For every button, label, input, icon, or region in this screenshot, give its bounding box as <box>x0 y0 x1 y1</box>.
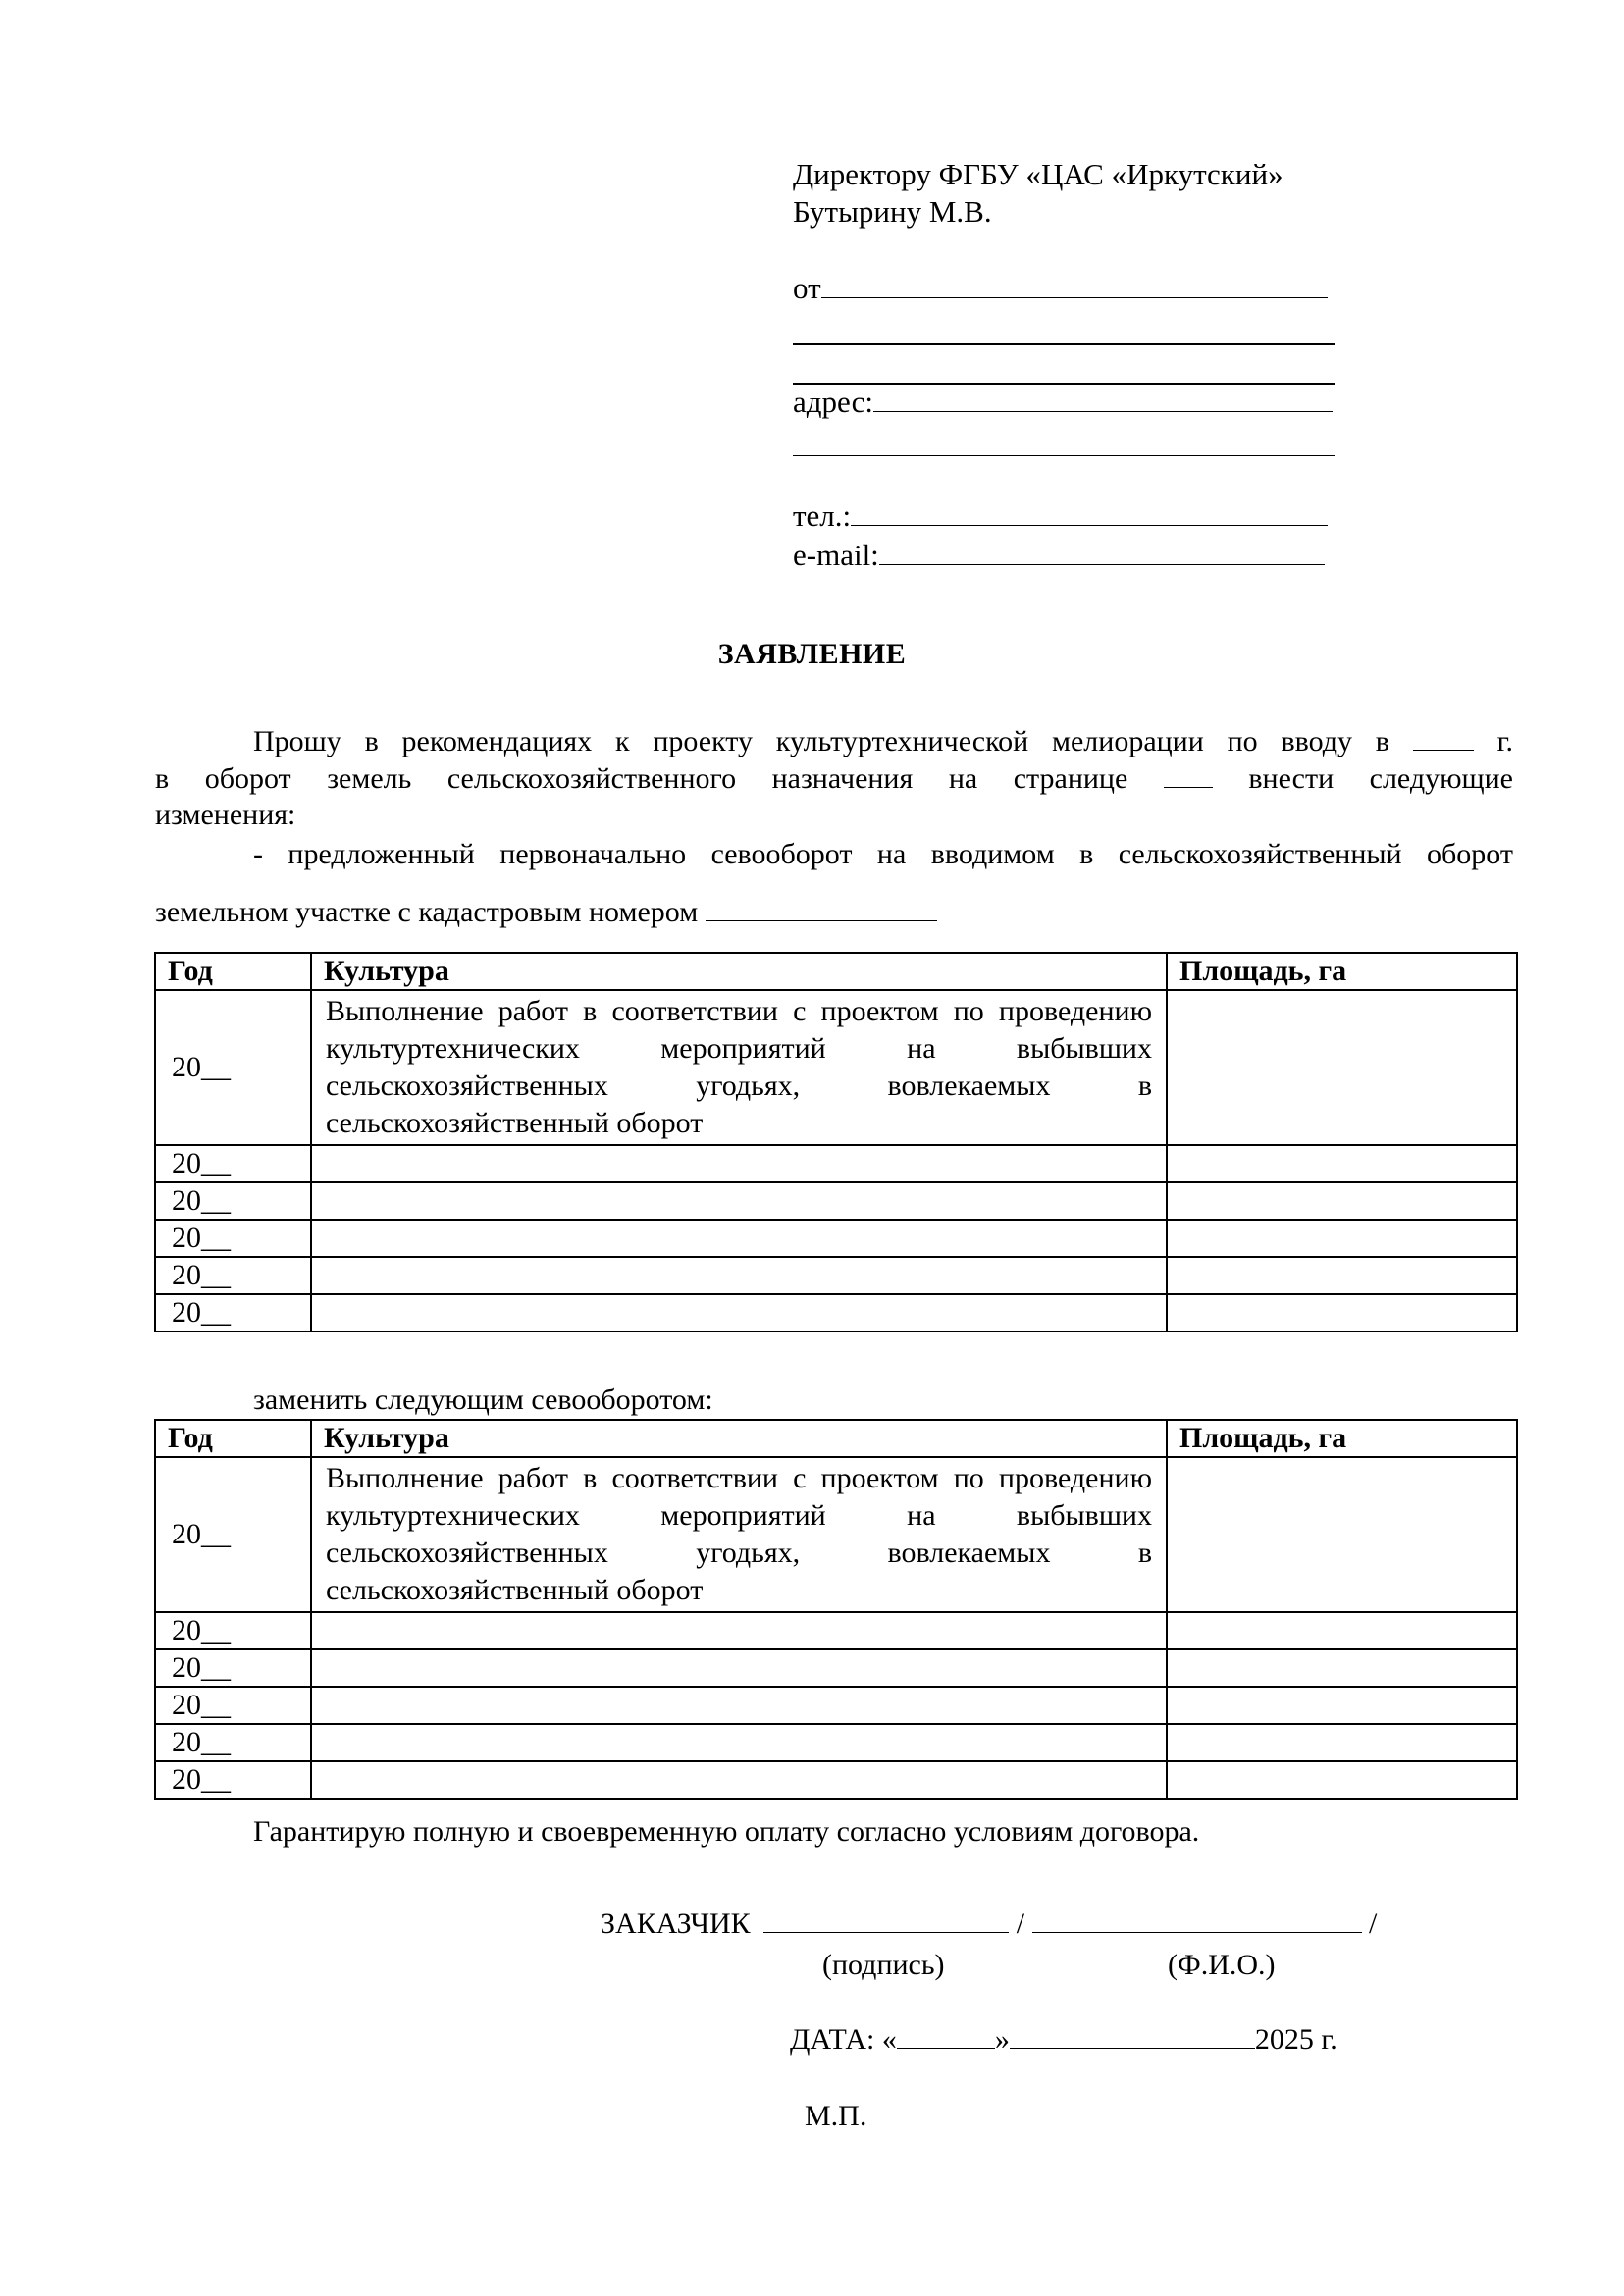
date-row <box>790 2023 1337 2057</box>
table-row <box>155 1145 1517 1182</box>
area-cell[interactable] <box>1167 1761 1517 1799</box>
area-cell[interactable] <box>1167 1687 1517 1724</box>
signature-row <box>601 1907 1377 1941</box>
year-cell[interactable]: 20__ <box>155 1612 311 1649</box>
table-row <box>155 1220 1517 1257</box>
area-cell[interactable] <box>1167 1294 1517 1331</box>
area-cell[interactable] <box>1167 1182 1517 1220</box>
year-cell[interactable]: 20__ <box>155 1182 311 1220</box>
culture-cell[interactable] <box>311 1145 1167 1182</box>
col-culture-header: Культура <box>311 1420 1167 1457</box>
address-field <box>793 385 1333 420</box>
from-input-line-2[interactable] <box>793 343 1335 345</box>
table-row <box>155 1457 1517 1612</box>
body-line-4-text: - предложенный первоначально севооборот на вводимом в сельскохозяйственный оборот <box>253 838 1513 870</box>
culture-cell[interactable] <box>311 1612 1167 1649</box>
year-suffix: г. <box>1496 725 1514 757</box>
phone-field <box>793 498 1328 534</box>
year-cell[interactable]: 20__ <box>155 1687 311 1724</box>
area-cell[interactable] <box>1167 1457 1517 1612</box>
culture-cell[interactable]: Выполнение работ в соответствии с проектом по проведению культуртехнических мероприятий на выбывших сельскохозяйственных угодьях, вовлекаемых в сельскохозяйственный оборот <box>311 1457 1167 1612</box>
date-open-quote: « <box>881 2023 897 2056</box>
area-cell[interactable] <box>1167 1145 1517 1182</box>
body-line-2 <box>155 761 1513 797</box>
customer-label: ЗАКАЗЧИК <box>601 1907 751 1940</box>
year-cell[interactable]: 20__ <box>155 1257 311 1294</box>
addressee-line-1: Директору ФГБУ «ЦАС «Иркутский» <box>793 157 1283 191</box>
culture-cell[interactable] <box>311 1294 1167 1331</box>
table-row <box>155 1257 1517 1294</box>
culture-cell[interactable] <box>311 1182 1167 1220</box>
col-culture-header: Культура <box>311 953 1167 990</box>
body-line-1 <box>155 724 1513 759</box>
date-year: 2025 г. <box>1254 2023 1337 2056</box>
stamp-label: М.П. <box>805 2100 867 2132</box>
culture-cell[interactable] <box>311 1257 1167 1294</box>
phone-input-line[interactable] <box>851 499 1328 526</box>
table-row <box>155 1612 1517 1649</box>
email-field <box>793 538 1325 573</box>
culture-cell[interactable] <box>311 1687 1167 1724</box>
table-row <box>155 1649 1517 1687</box>
replace-label: заменить следующим севооборотом: <box>253 1383 713 1416</box>
email-label: e-mail: <box>793 538 879 572</box>
year-cell[interactable]: 20__ <box>155 990 311 1145</box>
email-input-line[interactable] <box>879 539 1325 565</box>
fio-caption: (Ф.И.О.) <box>1168 1949 1276 1981</box>
crop-rotation-table-new <box>154 1419 1518 1800</box>
address-input-line[interactable] <box>873 386 1333 412</box>
guarantee-text: Гарантирую полную и своевременную оплату согласно условиям договора. <box>253 1815 1200 1848</box>
cadastral-number-blank[interactable] <box>706 897 937 921</box>
area-cell[interactable] <box>1167 1612 1517 1649</box>
from-field <box>793 271 1328 306</box>
year-cell[interactable]: 20__ <box>155 1724 311 1761</box>
from-input-line[interactable] <box>821 272 1328 298</box>
cadastral-label: земельном участке с кадастровым номером <box>155 896 699 928</box>
col-year-header: Год <box>155 953 311 990</box>
area-cell[interactable] <box>1167 1220 1517 1257</box>
table-row <box>155 1182 1517 1220</box>
col-year-header: Год <box>155 1420 311 1457</box>
area-cell[interactable] <box>1167 1257 1517 1294</box>
table-row <box>155 1294 1517 1331</box>
culture-cell[interactable] <box>311 1761 1167 1799</box>
phone-label: тел.: <box>793 498 852 533</box>
page-number-blank[interactable] <box>1164 763 1213 788</box>
body-line-2-text-a: в оборот земель сельскохозяйственного назначения на странице <box>155 762 1128 795</box>
address-label: адрес: <box>793 385 873 419</box>
date-label: ДАТА: <box>790 2023 875 2056</box>
crop-rotation-table-original <box>154 952 1518 1332</box>
month-input-line[interactable] <box>1010 2024 1255 2049</box>
culture-cell[interactable] <box>311 1220 1167 1257</box>
day-input-line[interactable] <box>897 2024 995 2049</box>
col-area-header: Площадь, га <box>1167 953 1517 990</box>
table-row <box>155 1724 1517 1761</box>
address-input-line-2[interactable] <box>793 455 1335 456</box>
culture-cell[interactable] <box>311 1724 1167 1761</box>
table-header-row <box>155 953 1517 990</box>
body-line-2-text-b: внести следующие <box>1248 762 1513 795</box>
table-row <box>155 1687 1517 1724</box>
body-line-5 <box>155 895 1513 930</box>
year-cell[interactable]: 20__ <box>155 1220 311 1257</box>
col-area-header: Площадь, га <box>1167 1420 1517 1457</box>
culture-cell[interactable]: Выполнение работ в соответствии с проектом по проведению культуртехнических мероприятий на выбывших сельскохозяйственных угодьях, вовлекаемых в сельскохозяйственный оборот <box>311 990 1167 1145</box>
signature-separator: / <box>1016 1907 1025 1940</box>
addressee-line-2: Бутырину М.В. <box>793 194 992 229</box>
signature-caption: (подпись) <box>822 1949 945 1981</box>
table-row <box>155 1761 1517 1799</box>
year-cell[interactable]: 20__ <box>155 1457 311 1612</box>
document-title: ЗАЯВЛЕНИЕ <box>717 638 907 670</box>
year-blank[interactable] <box>1413 726 1474 751</box>
signature-separator-end: / <box>1369 1907 1378 1940</box>
year-cell[interactable]: 20__ <box>155 1649 311 1687</box>
area-cell[interactable] <box>1167 990 1517 1145</box>
body-line-4 <box>155 837 1513 872</box>
table-row <box>155 990 1517 1145</box>
fio-input-line[interactable] <box>1032 1908 1362 1933</box>
from-label: от <box>793 271 821 305</box>
body-line-3: изменения: <box>155 799 296 831</box>
table-header-row <box>155 1420 1517 1457</box>
culture-cell[interactable] <box>311 1649 1167 1687</box>
date-close-quote: » <box>994 2023 1010 2056</box>
area-cell[interactable] <box>1167 1649 1517 1687</box>
year-cell[interactable]: 20__ <box>155 1761 311 1799</box>
body-line-1-text: Прошу в рекомендациях к проекту культуртехнической мелиорации по вводу в <box>253 725 1389 757</box>
signature-input-line[interactable] <box>763 1908 1009 1933</box>
area-cell[interactable] <box>1167 1724 1517 1761</box>
year-cell[interactable]: 20__ <box>155 1145 311 1182</box>
year-cell[interactable]: 20__ <box>155 1294 311 1331</box>
